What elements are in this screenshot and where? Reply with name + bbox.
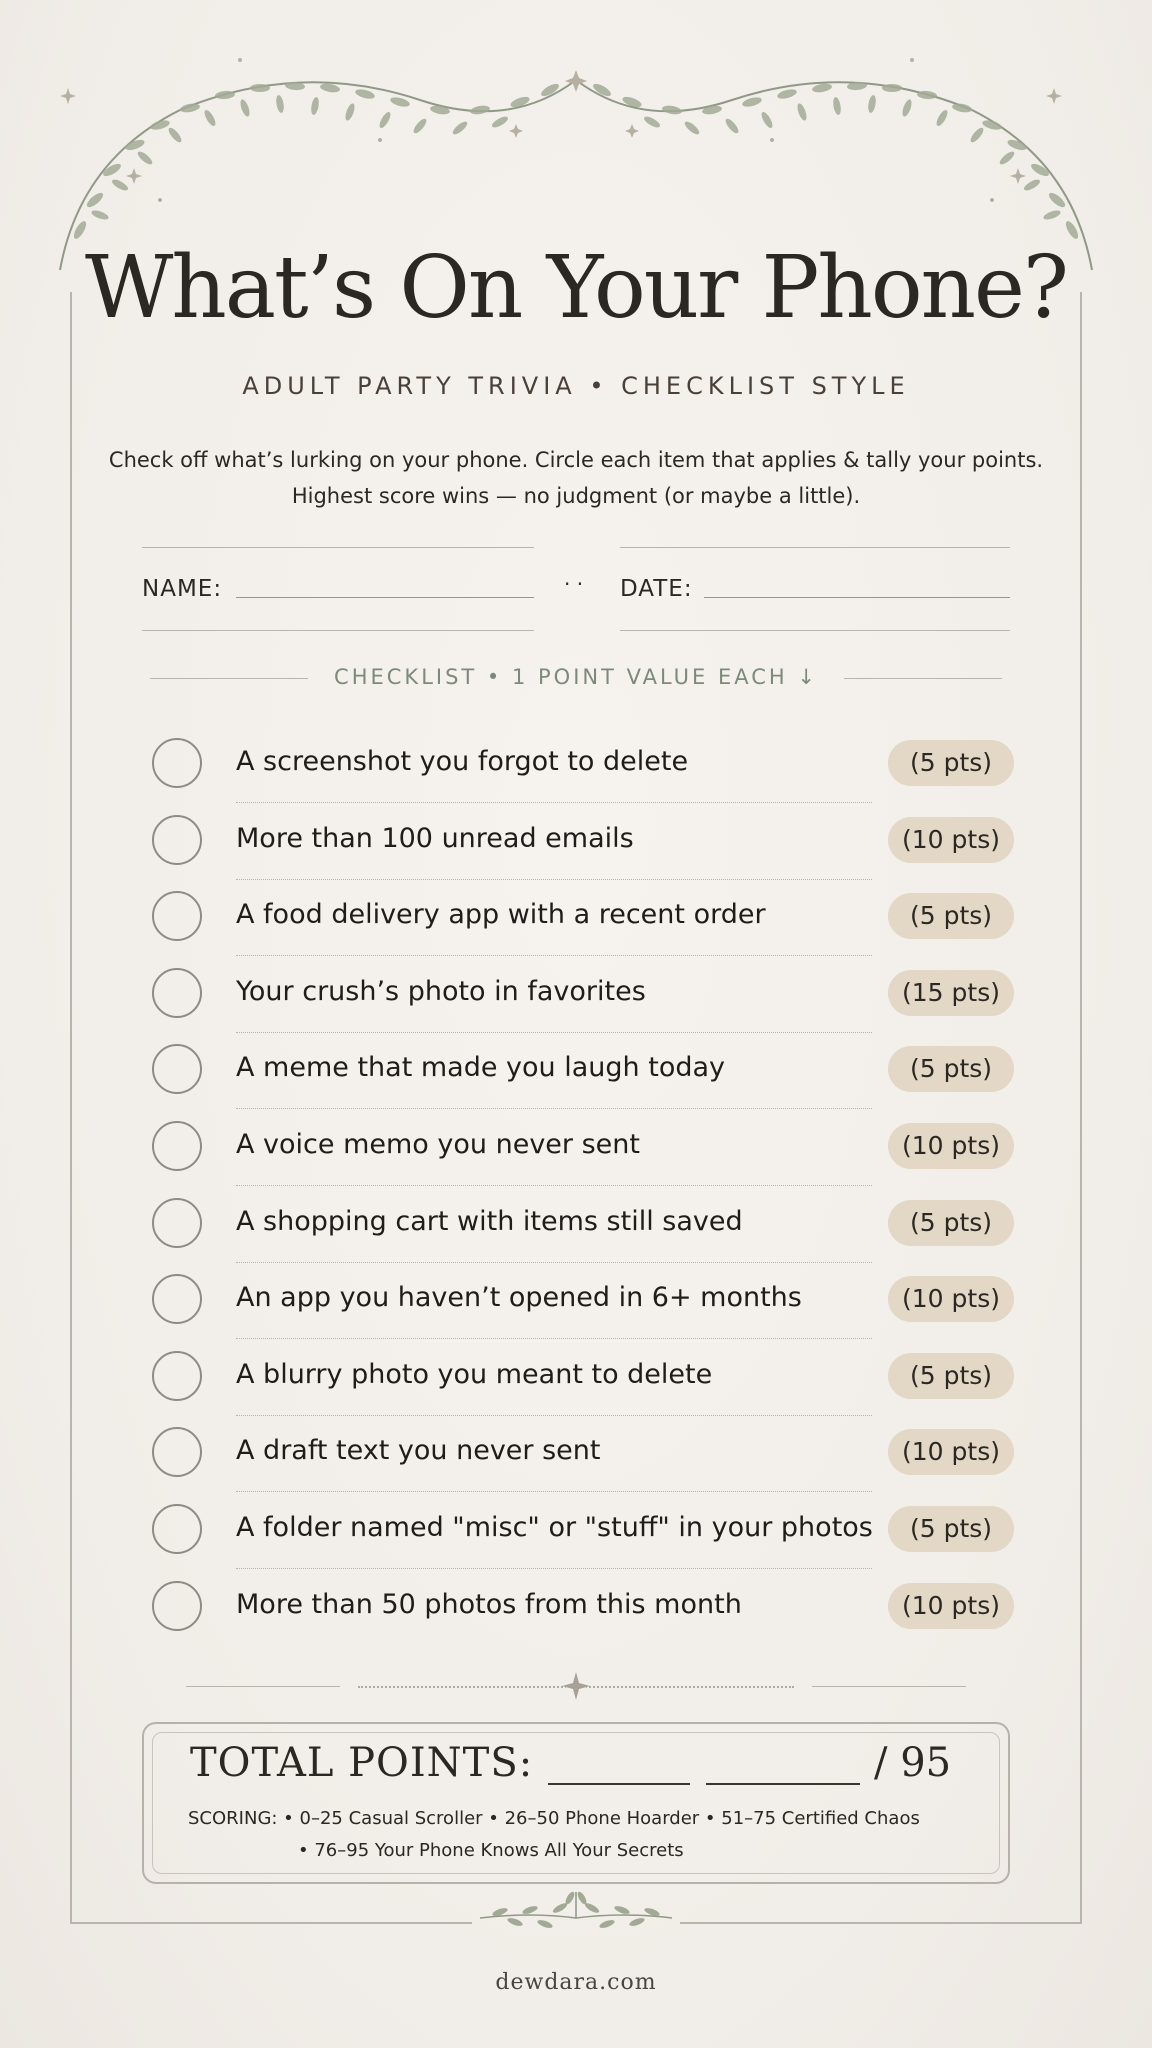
item-text: A meme that made you laugh today [236, 1052, 726, 1084]
checkbox-circle[interactable] [152, 815, 202, 865]
checklist [150, 730, 1020, 1649]
frame-bottom-border-left [70, 1922, 472, 1924]
item-text: A shopping cart with items still saved [236, 1205, 743, 1237]
leaf-sprig-icon [470, 1882, 682, 1942]
scoring-legend-line-1: SCORING: • 0–25 Casual Scroller • 26–50 Phone Hoarder • 51–75 Certified Chaos [188, 1808, 920, 1829]
site-url: dewdara.com [495, 1970, 657, 1995]
date-top-rule [620, 547, 1010, 548]
points-badge: (5 pts) [888, 1046, 1014, 1092]
dotted-divider [236, 1491, 872, 1492]
checkbox-circle[interactable] [152, 1044, 202, 1094]
points-badge: (5 pts) [888, 740, 1014, 786]
list-item[interactable] [150, 807, 1020, 884]
item-text: More than 50 photos from this month [236, 1588, 742, 1620]
points-badge: (10 pts) [888, 1123, 1014, 1169]
points-badge: (10 pts) [888, 1429, 1014, 1475]
points-badge: (5 pts) [888, 1353, 1014, 1399]
frame-right-border [1080, 292, 1082, 1924]
section-rule-right [844, 678, 1002, 679]
sparkle-icon [560, 1670, 592, 1702]
list-item[interactable] [150, 1113, 1020, 1190]
name-field[interactable] [236, 597, 534, 598]
dotted-divider [236, 879, 872, 880]
frame-bottom-border-right [680, 1922, 1082, 1924]
list-item[interactable] [150, 1573, 1020, 1650]
checkbox-circle[interactable] [152, 1504, 202, 1554]
points-badge: (10 pts) [888, 817, 1014, 863]
instructions-line-1: Check off what’s lurking on your phone. Circle each item that applies & tally your points. [108, 448, 1044, 472]
item-text: A screenshot you forgot to delete [236, 746, 689, 777]
checkbox-circle[interactable] [152, 1274, 202, 1324]
dotted-divider [236, 802, 872, 803]
dotted-divider [236, 1568, 872, 1569]
dotted-divider [236, 1262, 872, 1263]
dotted-divider [236, 1415, 872, 1416]
divider-rule-left [186, 1686, 340, 1687]
list-item[interactable] [150, 883, 1020, 960]
list-item[interactable] [150, 1419, 1020, 1496]
checklist-heading: CHECKLIST • 1 POINT VALUE EACH ↓ [334, 665, 818, 689]
item-text: A draft text you never sent [236, 1435, 601, 1467]
dotted-divider [236, 1338, 872, 1339]
total-max: / 95 [874, 1740, 952, 1786]
page-title: What’s On Your Phone? [85, 238, 1067, 338]
item-text: A voice memo you never sent [236, 1128, 640, 1160]
item-text: A folder named "misc" or "stuff" in your photos [236, 1511, 873, 1543]
dotted-divider [236, 1185, 872, 1186]
dotted-divider [236, 1108, 872, 1109]
checkbox-circle[interactable] [152, 738, 202, 788]
dotted-divider [236, 955, 872, 956]
scoring-legend-line-2: • 76–95 Your Phone Knows All Your Secrets [298, 1840, 684, 1861]
points-badge: (5 pts) [888, 1200, 1014, 1246]
instructions-line-2: Highest score wins — no judgment (or maybe a little). [291, 484, 861, 508]
date-field[interactable] [704, 597, 1010, 598]
divider-rule-right [812, 1686, 966, 1687]
instructions [100, 442, 1052, 514]
item-text: More than 100 unread emails [236, 822, 634, 854]
checkbox-circle[interactable] [152, 1351, 202, 1401]
frame-left-border [70, 292, 72, 1924]
date-bottom-rule [620, 630, 1010, 631]
checkbox-circle[interactable] [152, 1581, 202, 1631]
page-subtitle: ADULT PARTY TRIVIA • CHECKLIST STYLE [242, 372, 910, 400]
item-text: An app you haven’t opened in 6+ months [236, 1282, 802, 1314]
checkbox-circle[interactable] [152, 1198, 202, 1248]
list-item[interactable] [150, 1190, 1020, 1267]
list-item[interactable] [150, 1343, 1020, 1420]
total-points-label: TOTAL POINTS: [190, 1740, 534, 1786]
list-item[interactable] [150, 1036, 1020, 1113]
list-item[interactable] [150, 960, 1020, 1037]
dotted-divider [236, 1032, 872, 1033]
points-badge: (10 pts) [888, 1583, 1014, 1629]
item-text: A food delivery app with a recent order [236, 899, 766, 931]
item-text: A blurry photo you meant to delete [236, 1358, 713, 1390]
checkbox-circle[interactable] [152, 968, 202, 1018]
points-badge: (5 pts) [888, 893, 1014, 939]
checkbox-circle[interactable] [152, 1427, 202, 1477]
points-badge: (5 pts) [888, 1506, 1014, 1552]
name-label: NAME: [142, 576, 223, 602]
item-text: Your crush’s photo in favorites [236, 975, 646, 1007]
name-top-rule [142, 547, 534, 548]
field-separator: · · [564, 572, 584, 596]
total-points-field[interactable] [548, 1783, 690, 1785]
checkbox-circle[interactable] [152, 891, 202, 941]
points-badge: (10 pts) [888, 1276, 1014, 1322]
points-badge: (15 pts) [888, 970, 1014, 1016]
checkbox-circle[interactable] [152, 1121, 202, 1171]
total-points-field-2[interactable] [706, 1783, 860, 1785]
list-item[interactable] [150, 1496, 1020, 1573]
list-item[interactable] [150, 730, 1020, 807]
name-bottom-rule [142, 630, 534, 631]
list-item[interactable] [150, 1266, 1020, 1343]
date-label: DATE: [620, 576, 693, 602]
